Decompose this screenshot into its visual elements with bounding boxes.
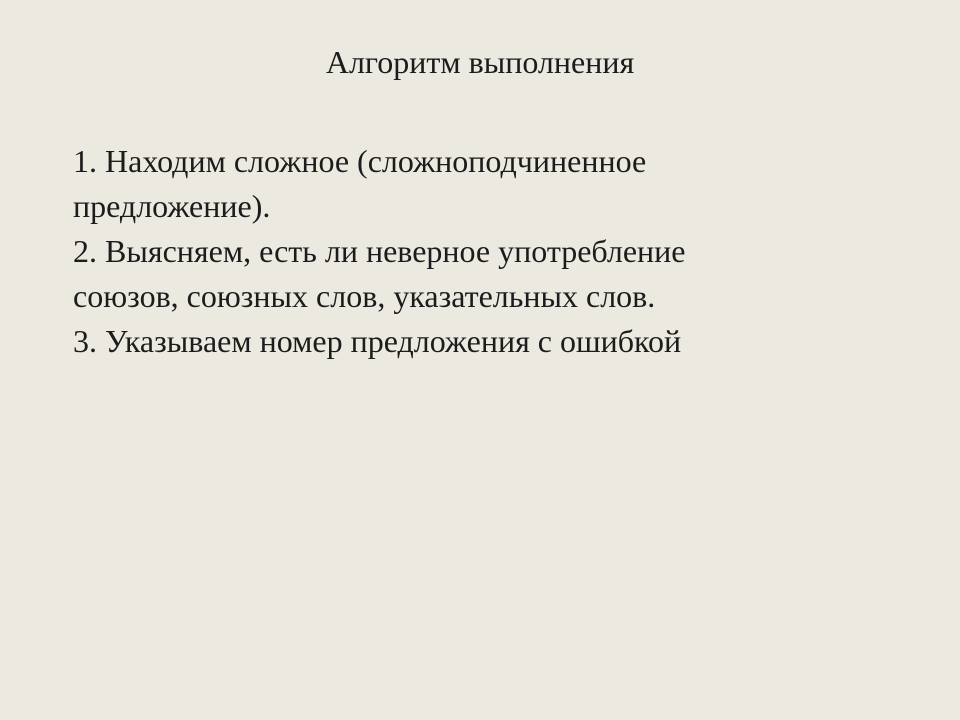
- step-2-line-1: 2. Выясняем, есть ли неверное употребление: [73, 233, 686, 269]
- slide-body: [73, 139, 873, 364]
- step-3-line-1: 3. Указываем номер предложения с ошибкой: [73, 323, 682, 359]
- slide-title: Алгоритм выполнения: [325, 44, 635, 80]
- step-1-line-1: 1. Находим сложное (сложноподчиненное: [73, 143, 647, 179]
- step-2-line-2: союзов, союзных слов, указательных слов.: [73, 278, 656, 314]
- step-1-line-2: предложение).: [73, 188, 271, 224]
